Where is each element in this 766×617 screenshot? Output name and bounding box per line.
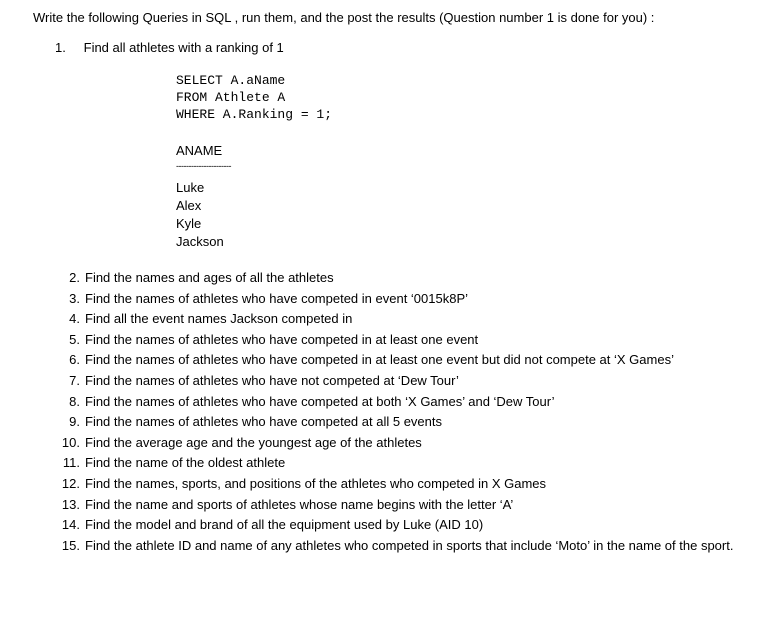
question-1 (55, 40, 284, 55)
question-text: Find the names of athletes who have competed in at least one event but did not compete at ‘X Games’ (85, 352, 674, 368)
question-item (50, 453, 750, 474)
question-item (50, 371, 750, 392)
question-item (50, 412, 750, 433)
result-separator: ---------------------- (176, 161, 231, 171)
question-number: 2. (69, 270, 80, 285)
question-text: Find the names of athletes who have competed in event ‘0015k8P’ (85, 290, 469, 306)
question-item (50, 515, 750, 536)
question-number: 7. (69, 372, 80, 388)
question-number: 6. (69, 352, 80, 368)
question-list (50, 268, 750, 556)
question-text: Find the names of athletes who have competed at both ‘X Games’ and ‘Dew Tour’ (85, 393, 555, 409)
result-row: Alex (176, 198, 202, 213)
question-number: 11. (62, 455, 80, 471)
result-row: Kyle (176, 216, 202, 231)
question-text: Find all the event names Jackson competed in (85, 311, 353, 327)
question-number: 3. (69, 290, 80, 306)
question-item (50, 474, 750, 495)
result-column-header: ANAME (176, 143, 223, 158)
question-item (50, 495, 750, 516)
question-number: 14. (61, 517, 80, 533)
question-number: 9. (69, 414, 80, 430)
question-text: Find all athletes with a ranking of 1 (83, 40, 284, 55)
question-number: 1. (55, 40, 66, 55)
question-item (50, 289, 750, 310)
question-text: Find the names, sports, and positions of the athletes who competed in X Games (85, 475, 547, 491)
question-item (50, 392, 750, 413)
question-number: 13. (61, 496, 80, 512)
question-item (50, 350, 750, 371)
question-text: Find the names of athletes who have competed in at least one event (85, 331, 479, 347)
question-number: 4. (69, 311, 80, 327)
result-row: Luke (176, 180, 205, 195)
question-number: 8. (69, 393, 80, 409)
question-item (50, 309, 750, 330)
sql-line: SELECT A.aName (176, 73, 286, 88)
question-text: Find the name of the oldest athlete (85, 455, 286, 471)
question-number: 5. (69, 331, 80, 347)
question-text: Find the athlete ID and name of any athletes who competed in sports that include ‘Moto’ in the name of the sport. (85, 537, 734, 553)
question-item (50, 330, 750, 351)
result-row: Jackson (176, 234, 224, 249)
question-text: Find the names and ages of all the athletes (85, 270, 334, 285)
question-item (50, 536, 750, 557)
instructions-text: Write the following Queries in SQL , run them, and the post the results (Question number 1 is done for you) : (33, 10, 655, 25)
sql-line: WHERE A.Ranking = 1; (176, 107, 333, 122)
question-number: 15. (61, 537, 80, 553)
question-number: 10. (61, 434, 80, 450)
sql-code-block (176, 72, 332, 123)
question-text: Find the names of athletes who have not competed at ‘Dew Tour’ (85, 372, 459, 388)
sql-line: FROM Athlete A (176, 90, 286, 105)
question-item (50, 268, 750, 289)
question-text: Find the average age and the youngest age of the athletes (85, 434, 422, 450)
result-rows (176, 179, 224, 251)
question-item (50, 433, 750, 454)
question-text: Find the names of athletes who have competed at all 5 events (85, 414, 442, 430)
question-text: Find the model and brand of all the equipment used by Luke (AID 10) (85, 517, 484, 533)
question-number: 12. (61, 475, 80, 491)
question-text: Find the name and sports of athletes whose name begins with the letter ‘A’ (85, 496, 514, 512)
